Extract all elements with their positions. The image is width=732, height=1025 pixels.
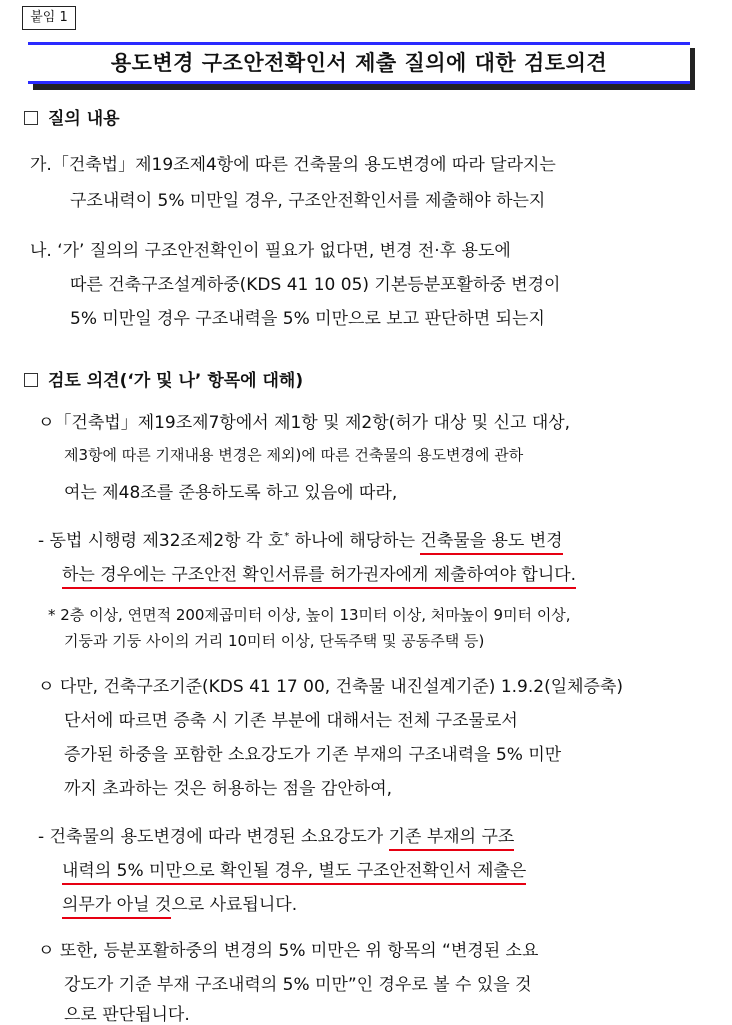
review-2-dash-line-1 — [38, 822, 514, 847]
red-underlined-text: 내력의 5% 미만으로 확인될 경우, 별도 구조안전확인서 제출은 — [62, 861, 526, 885]
review-1-dash-line-1 — [38, 526, 563, 551]
question-na-line-3: 5% 미만일 경우 구조내력을 5% 미만으로 보고 판단하면 되는지 — [70, 309, 545, 329]
review-1-dash-text-b: 하나에 해당하는 — [289, 531, 421, 551]
review-2-dash-line-3 — [62, 890, 297, 915]
review-heading-text: 검토 의견(‘가 및 나’ 항목에 대해) — [48, 371, 304, 391]
red-underlined-text: 기존 부재의 구조 — [389, 827, 515, 851]
checkbox-square-icon — [24, 373, 38, 387]
review-1-line-2: 제3항에 따른 기재내용 변경은 제외)에 따른 건축물의 용도변경에 관하 — [64, 446, 524, 464]
review-2-line-4: 까지 초과하는 것은 허용하는 점을 감안하여, — [64, 779, 393, 799]
red-underlined-text: 의무가 아닐 것 — [62, 895, 171, 919]
question-section-heading — [24, 104, 120, 129]
review-1-line-1: ㅇ「건축법」제19조제7항에서 제1항 및 제2항(허가 대상 및 신고 대상, — [38, 413, 571, 433]
review-3-line-2: 강도가 기준 부재 구조내력의 5% 미만”인 경우로 볼 수 있을 것 — [64, 975, 532, 995]
review-1-dash-line-2 — [62, 560, 576, 585]
question-na-line-2: 따른 건축구조설계하중(KDS 41 10 05) 기본등분포활하중 변경이 — [70, 275, 561, 295]
red-underlined-text: 건축물을 용도 변경 — [420, 531, 562, 555]
question-ga-line-1: 가.「건축법」제19조제4항에 따른 건축물의 용도변경에 따라 달라지는 — [30, 155, 556, 175]
page-title: 용도변경 구조안전확인서 제출 질의에 대한 검토의견 — [28, 42, 690, 84]
review-1-dash-text-a: - 동법 시행령 제32조제2항 각 호 — [38, 531, 285, 551]
question-na-line-1: 나. ‘가’ 질의의 구조안전확인이 필요가 없다면, 변경 전·후 용도에 — [30, 241, 511, 261]
review-2-dash-text-end: 으로 사료됩니다. — [171, 895, 298, 915]
footnote-star: * — [284, 531, 290, 542]
review-2-dash-line-2 — [62, 856, 526, 881]
review-section-heading — [24, 366, 303, 391]
review-3-line-1: ㅇ 또한, 등분포활하중의 변경의 5% 미만은 위 항목의 “변경된 소요 — [38, 941, 539, 961]
question-heading-text: 질의 내용 — [48, 109, 120, 129]
footnote-line-1: * 2층 이상, 연면적 200제곱미터 이상, 높이 13미터 이상, 처마높이 9미터 이상, — [48, 606, 571, 624]
red-underlined-text: 하는 경우에는 구조안전 확인서류를 허가권자에게 제출하여야 합니다. — [62, 565, 576, 589]
review-2-line-3: 증가된 하중을 포함한 소요강도가 기존 부재의 구조내력을 5% 미만 — [64, 745, 562, 765]
attachment-tag: 붙임 1 — [22, 6, 76, 30]
checkbox-square-icon — [24, 111, 38, 125]
review-2-line-2: 단서에 따르면 증축 시 기존 부분에 대해서는 전체 구조물로서 — [64, 711, 518, 731]
review-2-line-1: ㅇ 다만, 건축구조기준(KDS 41 17 00, 건축물 내진설계기준) 1.9.2(일체증축) — [38, 677, 624, 697]
footnote-line-2: 기둥과 기둥 사이의 거리 10미터 이상, 단독주택 및 공동주택 등) — [64, 632, 485, 650]
review-1-line-3: 여는 제48조를 준용하도록 하고 있음에 따라, — [64, 483, 398, 503]
question-ga-line-2: 구조내력이 5% 미만일 경우, 구조안전확인서를 제출해야 하는지 — [70, 191, 546, 211]
review-3-line-3: 으로 판단됩니다. — [64, 1005, 190, 1025]
review-2-dash-text-a: - 건축물의 용도변경에 따라 변경된 소요강도가 — [38, 827, 389, 847]
